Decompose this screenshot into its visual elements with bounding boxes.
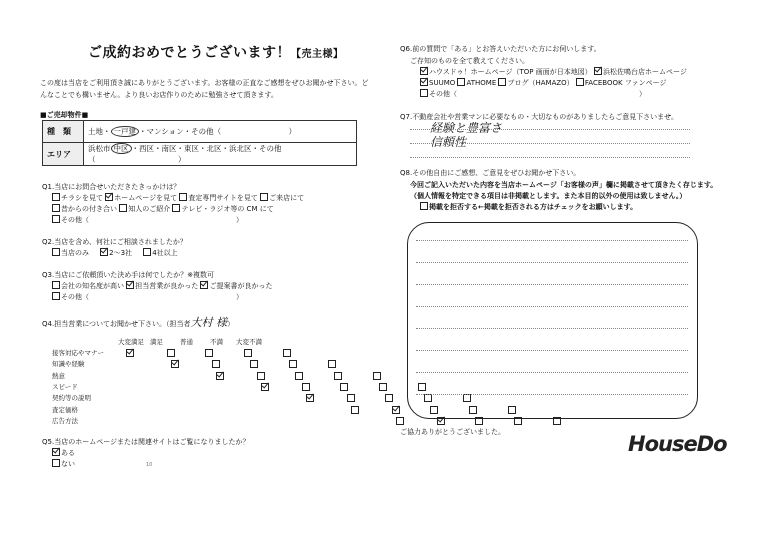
comment-line [416,328,688,329]
q4-question: Q4.担当営業についてお聞かせ下さい。（担当者大村 様） [42,316,235,329]
rating-checkbox[interactable] [328,360,336,368]
q1-checkbox-other[interactable] [52,215,60,223]
q1-checkbox-homepage[interactable] [105,193,113,201]
rating-header: 普通 [180,338,193,346]
rating-checkbox[interactable] [295,372,303,380]
rating-row-label: 査定価格 [52,405,78,414]
q6-checkbox-suumo[interactable] [420,78,428,86]
type-selected: 一戸建 [111,126,140,137]
area-label: エリア [43,143,84,166]
q6-checkbox-athome[interactable] [457,78,465,86]
q1-checkbox-acquaintance[interactable] [52,204,60,212]
q7-line [410,129,690,130]
rating-row-label: スピード [52,382,78,391]
property-heading: ■ご売却物件■ [40,111,89,119]
area-field[interactable]: 浜松市 中区 ・西区・南区・東区・北区・浜北区・その他（ ） [84,143,357,166]
q6-checkbox-housedo-hp[interactable] [420,67,428,75]
rating-checkbox[interactable] [283,349,291,357]
q3-checkbox-proposal[interactable] [200,281,208,289]
rating-checkbox[interactable] [385,394,393,402]
rating-checkbox[interactable] [126,349,134,357]
page-title: ご成約おめでとうございます！【売主様】 [88,45,344,61]
property-table [42,120,357,166]
rating-header: 大変満足 [118,338,144,346]
q1-checkbox-visit[interactable] [260,193,268,201]
intro-line-2: んなことでも構いません。より良いお店作りのために勉強させて頂きます。 [40,91,278,99]
q2-checkbox-2-3[interactable] [100,248,108,256]
q6-options-row1: ハウスドゥ！ホームページ（TOP 画面が日本地図） 浜松佐鳴台店ホームページ [420,67,687,77]
rating-checkbox[interactable] [212,360,220,368]
q6-other: その他（ ） [420,89,646,99]
q3-other: その他（ ） [52,292,243,302]
q2-checkbox-only[interactable] [52,248,60,256]
rating-checkbox[interactable] [379,383,387,391]
rating-checkbox[interactable] [261,383,269,391]
q7-line [410,157,690,158]
rating-checkbox[interactable] [205,349,213,357]
area-selected: 中区 [111,143,132,154]
q7-question: Q7.不動産会社や営業マンに必要なもの・大切なものがありましたらご意見下さいませ。 [400,113,678,121]
rating-checkbox[interactable] [167,349,175,357]
q1-options-row1: チラシを見て ホームページを見て 査定専門サイトを見て ご来店にて [52,193,304,203]
rating-row-label: 熱意 [52,371,65,380]
q1-checkbox-referral[interactable] [119,204,127,212]
comment-line [416,350,688,351]
q1-question: Q1.当店にお問合せいただきたきっかけは？ [42,183,181,191]
rating-row-label: 知識や経験 [52,360,85,369]
q6-question: Q6.前の質問で「ある」とお答えいただいた方にお伺いします。 [400,45,601,53]
type-field[interactable]: 土地・ 一戸建 ・マンション・その他（ ） [84,121,357,143]
q6-checkbox-blog[interactable] [498,78,506,86]
rating-checkbox[interactable] [396,417,404,425]
q5-option-no: ない [52,459,75,469]
comment-line [416,372,688,373]
q3-question: Q3.当店にご依頼頂いた決め手は何でしたか？※複数可 [42,271,215,279]
q7-line [410,143,690,144]
comment-line [416,394,688,395]
q2-checkbox-4plus[interactable] [143,248,151,256]
q7-handwritten-line-2: 信頼性 [430,135,467,149]
q6-checkbox-store-hp[interactable] [594,67,602,75]
rating-checkbox[interactable] [171,360,179,368]
q1-checkbox-assessment[interactable] [179,193,187,201]
q5-checkbox-yes[interactable] [52,448,60,456]
comment-line [416,284,688,285]
rating-header: 満足 [150,338,163,346]
q6-checkbox-facebook[interactable] [576,78,584,86]
rating-checkbox[interactable] [334,372,342,380]
q6-subtext: ご存知のものを全て教えてください。 [410,57,529,65]
rating-checkbox[interactable] [373,372,381,380]
type-label: 種 類 [43,121,84,143]
q6-checkbox-other[interactable] [420,89,428,97]
rating-checkbox[interactable] [250,360,258,368]
thanks-text: ご協力ありがとうございました。 [400,428,505,436]
q3-checkbox-sales-rep[interactable] [126,281,134,289]
intro-line-1: この度は当店をご利用頂き誠にありがとうございます。お客様の正直なご感想をぜひお聞かせ下さい。ど [40,79,369,87]
comment-box[interactable] [407,222,698,419]
q3-checkbox-other[interactable] [52,292,60,300]
q8-question: Q8.その他自由にご感想、ご意見をぜひお聞かせ下さい。 [400,169,581,177]
q3-options: 会社の知名度が高い 担当営業が良かった ご提案書が良かった [52,281,272,291]
rating-checkbox[interactable] [244,349,252,357]
rating-checkbox[interactable] [289,360,297,368]
rating-checkbox[interactable] [351,406,359,414]
housedo-logo: HouseDo [628,432,727,456]
q5-checkbox-no[interactable] [52,459,60,467]
q1-other: その他（ ） [52,215,243,225]
q1-checkbox-flyer[interactable] [52,193,60,201]
q8-checkbox-refuse[interactable] [420,202,428,210]
q8-consent: 掲載を拒否する←掲載を拒否される方はチェックをお願いします。 [420,202,637,212]
q6-options-row2: SUUMO ATHOME ブログ（HAMAZO） FACEBOOK ファンページ [420,78,667,88]
rating-checkbox[interactable] [302,383,310,391]
rating-checkbox[interactable] [306,394,314,402]
q2-question: Q2.当店を含め、何社にご相談されましたか？ [42,238,187,246]
rating-checkbox[interactable] [392,406,400,414]
q7-handwritten-line-1: 経験と豊富さ [430,121,503,135]
page-number: 10 [146,462,153,468]
q8-note-2: （個人情報を特定できる項目は非掲載とします。また本目的以外の使用は致しません。） [410,192,687,200]
rating-checkbox[interactable] [257,372,265,380]
rating-row-label: 契約等の説明 [52,394,91,403]
q5-question: Q5.当店のホームページまたは関連サイトはご覧になりましたか？ [42,438,250,446]
rating-header: 大変不満 [236,338,262,346]
q1-checkbox-cm[interactable] [172,204,180,212]
q8-note-1: 今回ご記入いただいた内容を当店ホームページ「お客様の声」欄に掲載させて頂きたく存じます。 [410,181,718,189]
rating-checkbox[interactable] [347,394,355,402]
rating-checkbox[interactable] [216,372,224,380]
q3-checkbox-reputation[interactable] [52,281,60,289]
comment-line [416,262,688,263]
q1-options-row2: 昔からの付き合い 知人のご紹介 テレビ・ラジオ等の CM にて [52,204,274,214]
rating-header: 不満 [210,338,223,346]
rating-row-label: 広告方法 [52,416,78,425]
q4-handwritten-name: 大村 様 [190,316,228,329]
q2-options: 当店のみ 2～3社 4社以上 [52,248,178,258]
rating-row-label: 接客対応やマナー [52,349,104,357]
rating-checkbox[interactable] [340,383,348,391]
q5-option-yes: ある [52,448,75,458]
comment-line [416,240,688,241]
comment-line [416,306,688,307]
